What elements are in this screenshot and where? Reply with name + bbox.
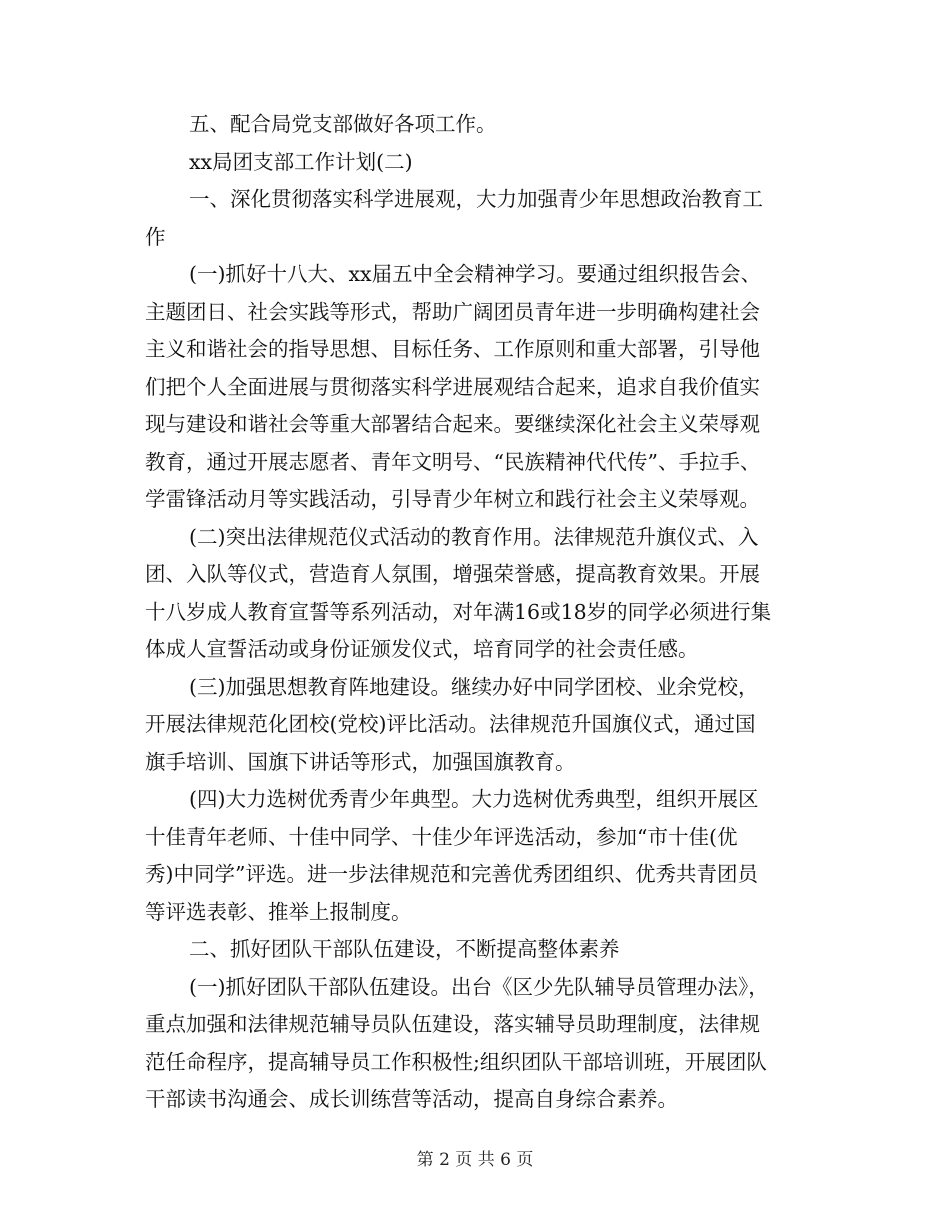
text-line: 现与建设和谐社会等重大部署结合起来。要继续深化社会主义荣辱观	[145, 412, 760, 436]
text-line: 干部读书沟通会、成长训练营等活动，提高自身综合素养。	[145, 1087, 678, 1111]
text-line: 一、深化贯彻落实科学进展观，大力加强青少年思想政治教育工	[189, 187, 763, 211]
text-line: (一)抓好团队干部队伍建设。出台《区少先队辅导员管理办法》，	[189, 974, 769, 999]
text-line: (三)加强思想教育阵地建设。继续办好中同学团校、业余党校，	[189, 674, 759, 699]
text-line: (二)突出法律规范仪式活动的教育作用。法律规范升旗仪式、入	[189, 524, 759, 549]
text-line: 主义和谐社会的指导思想、目标任务、工作原则和重大部署，引导他	[145, 337, 760, 361]
text-line: 团、入队等仪式，营造育人氛围，增强荣誉感，提高教育效果。开展	[145, 562, 760, 586]
text-line: 重点加强和法律规范辅导员队伍建设，落实辅导员助理制度，法律规	[145, 1012, 760, 1036]
text-line: (一)抓好十八大、xx届五中全会精神学习。要通过组织报告会、	[189, 262, 762, 286]
text-line: 体成人宣誓活动或身份证颁发仪式，培育同学的社会责任感。	[145, 637, 699, 661]
text-line: 等评选表彰、推举上报制度。	[145, 899, 412, 924]
text-line: 开展法律规范化团校(党校)评比活动。法律规范升国旗仪式，通过国	[145, 712, 756, 736]
text-line: 十佳青年老师、十佳中同学、十佳少年评选活动，参加“市十佳(优	[145, 824, 738, 849]
text-line: 五、配合局党支部做好各项工作。	[189, 112, 497, 136]
text-line: 秀)中同学”评选。进一步法律规范和完善优秀团组织、优秀共青团员	[145, 862, 758, 886]
text-line: 范任命程序，提高辅导员工作积极性;组织团队干部培训班，开展团队	[145, 1049, 767, 1074]
text-line: 们把个人全面进展与贯彻落实科学进展观结合起来，追求自我价值实	[145, 374, 760, 399]
text-line: 二、抓好团队干部队伍建设，不断提高整体素养	[189, 937, 620, 961]
text-line: 旗手培训、国旗下讲话等形式，加强国旗教育。	[145, 749, 576, 774]
text-line: 主题团日、社会实践等形式，帮助广阔团员青年进一步明确构建社会	[145, 299, 760, 324]
text-line: 教育，通过开展志愿者、青年文明号、“民族精神代代传”、手拉手、	[145, 449, 761, 474]
document-body	[145, 106, 805, 1119]
text-line: (四)大力选树优秀青少年典型。大力选树优秀典型，组织开展区	[189, 787, 759, 811]
text-line: 作	[145, 224, 166, 249]
text-line: xx局团支部工作计划(二)	[189, 149, 413, 174]
text-line: 学雷锋活动月等实践活动，引导青少年树立和践行社会主义荣辱观。	[145, 487, 760, 511]
page-number-footer: 第 2 页 共 6 页	[416, 1150, 534, 1170]
text-line: 十八岁成人教育宣誓等系列活动，对年满16或18岁的同学必须进行集	[145, 599, 772, 624]
